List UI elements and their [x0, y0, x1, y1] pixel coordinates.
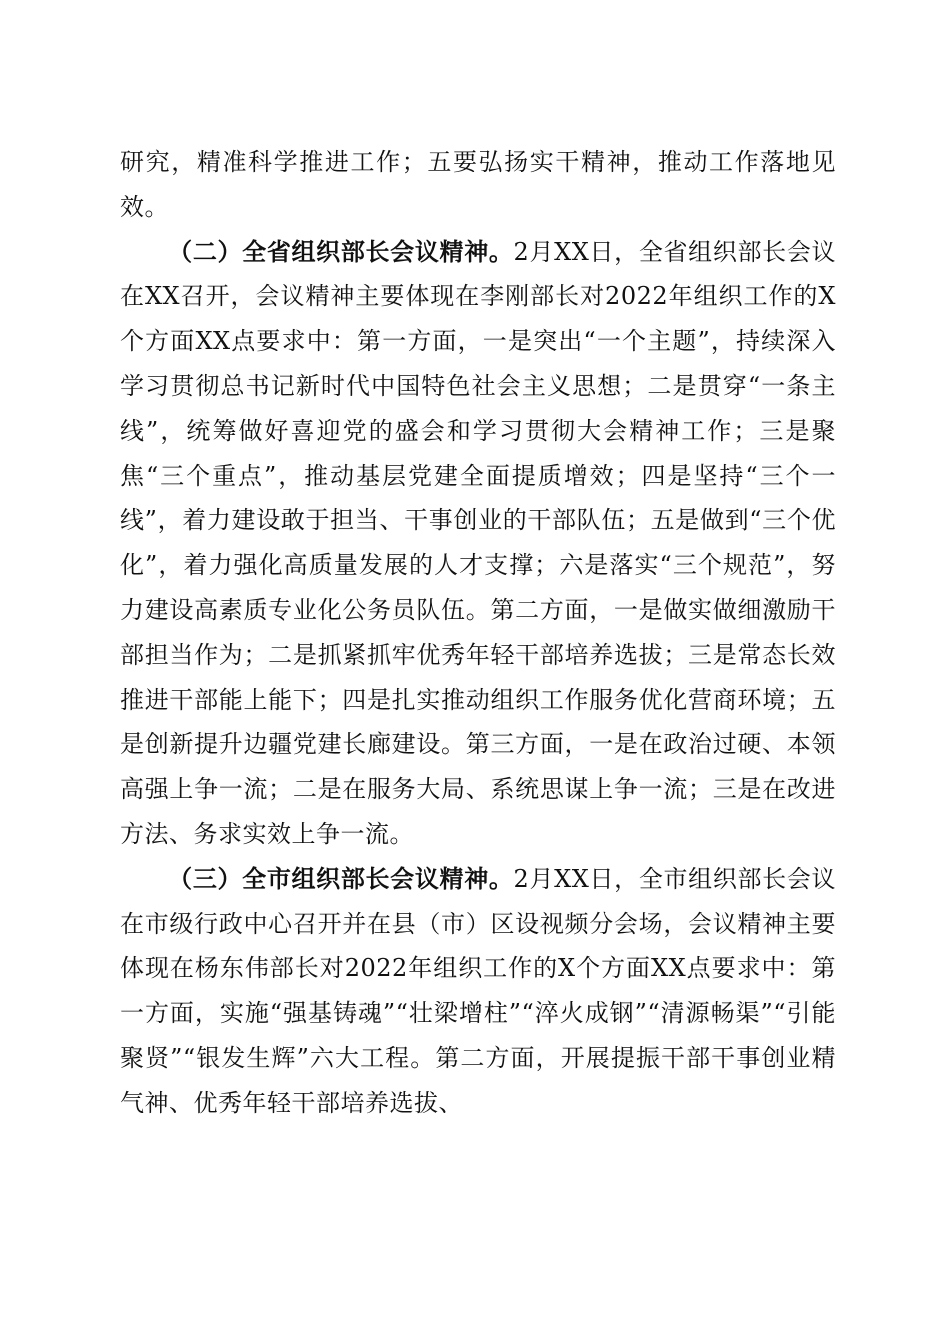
paragraph-body: 研究，精准科学推进工作；五要弘扬实干精神，推动工作落地见效。 [120, 148, 836, 221]
document-page [120, 140, 836, 1126]
section-heading: （二）全省组织部长会议精神。 [168, 236, 514, 266]
paragraph-body: 2月XX日，全省组织部长会议在XX召开，会议精神主要体现在李刚部长对2022年组织工作的X个方面XX点要求中：第一方面，一是突出“一个主题”，持续深入学习贯彻总书记新时代中国特色社会主义思想；二是贯穿“一条主线”，统筹做好喜迎党的盛会和学习贯彻大会精神工作；三是聚焦“三个重点”，推动基层党建全面提质增效；四是坚持“三个一线”，着力建设敢于担当、干事创业的干部队伍；五是做到“三个优化”，着力强化高质量发展的人才支撑；六是落实“三个规范”，努力建设高素质专业化公务员队伍。第二方面，一是做实做细激励干部担当作为；二是抓紧抓牢优秀年轻干部培养选拔；三是常态长效推进干部能上能下；四是扎实推动组织工作服务优化营商环境；五是创新提升边疆党建长廊建设。第三方面，一是在政治过硬、本领高强上争一流；二是在服务大局、系统思谋上争一流；三是在改进方法、务求实效上争一流。 [120, 237, 836, 848]
paragraph-body: 2月XX日，全市组织部长会议在市级行政中心召开并在县（市）区设视频分会场，会议精神主要体现在杨东伟部长对2022年组织工作的X个方面XX点要求中：第一方面，实施“强基铸魂”“壮梁增柱”“淬火成钢”“清源畅渠”“引能聚贤”“银发生辉”六大工程。第二方面，开展提振干部干事创业精气神、优秀年轻干部培养选拔、 [120, 864, 836, 1117]
section-heading: （三）全市组织部长会议精神。 [168, 863, 514, 893]
paragraph-municipal-meeting [120, 857, 836, 1126]
paragraph-continuation [120, 140, 836, 230]
paragraph-provincial-meeting [120, 230, 836, 857]
